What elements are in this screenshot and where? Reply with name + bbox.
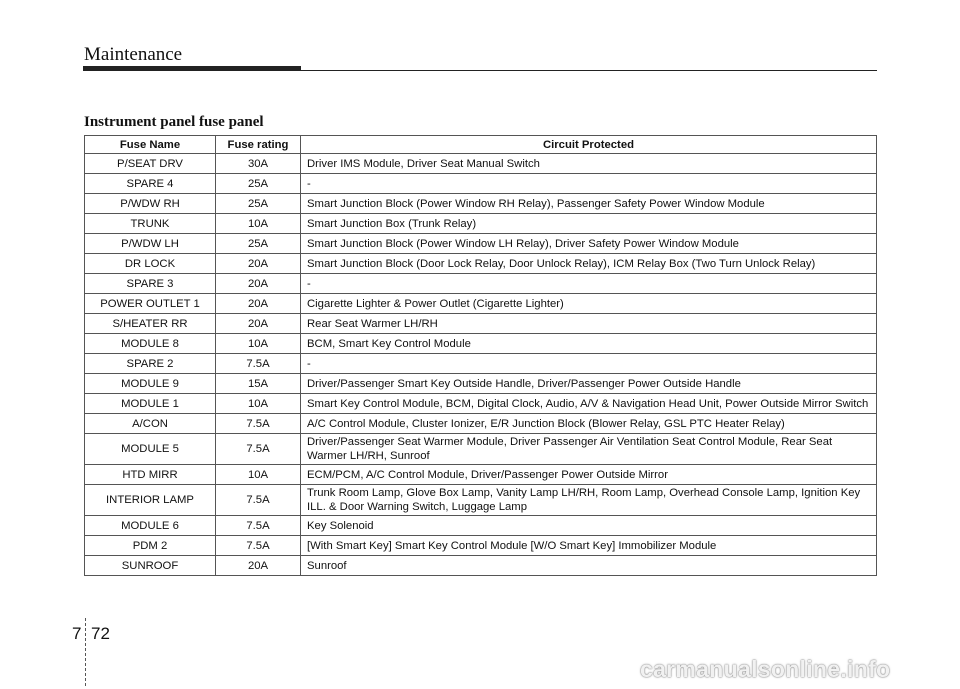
- column-header-circuit: Circuit Protected: [301, 136, 877, 154]
- header-rule-thin: [301, 70, 877, 71]
- table-row: [85, 374, 877, 394]
- cell-fuse-rating: 7.5A: [216, 516, 301, 536]
- table-row: [85, 274, 877, 294]
- page-number: 72: [91, 624, 110, 643]
- cell-circuit-protected: Smart Key Control Module, BCM, Digital Clock, Audio, A/V & Navigation Head Unit, Power Outside Mirror Switch: [301, 394, 877, 414]
- cell-fuse-rating: 10A: [216, 334, 301, 354]
- chapter-number: 7: [72, 624, 82, 643]
- cell-circuit-protected: Rear Seat Warmer LH/RH: [301, 314, 877, 334]
- footer-divider: [85, 618, 86, 686]
- table-row: [85, 434, 877, 465]
- fuse-table: [84, 135, 877, 576]
- cell-fuse-name: SPARE 2: [85, 354, 216, 374]
- cell-circuit-protected: Smart Junction Block (Power Window LH Relay), Driver Safety Power Window Module: [301, 234, 877, 254]
- cell-fuse-rating: 15A: [216, 374, 301, 394]
- cell-fuse-name: P/WDW RH: [85, 194, 216, 214]
- table-row: [85, 414, 877, 434]
- cell-fuse-rating: 20A: [216, 556, 301, 576]
- page-header-title: Maintenance: [84, 44, 183, 65]
- table-row: [85, 485, 877, 516]
- cell-circuit-protected: Driver/Passenger Seat Warmer Module, Driver Passenger Air Ventilation Seat Control Module, Rear Seat Warmer LH/RH, Sunroof: [301, 434, 877, 465]
- cell-fuse-name: A/CON: [85, 414, 216, 434]
- table-header-row: [85, 136, 877, 154]
- cell-circuit-protected: Sunroof: [301, 556, 877, 576]
- table-row: [85, 294, 877, 314]
- cell-fuse-rating: 10A: [216, 214, 301, 234]
- cell-fuse-rating: 20A: [216, 274, 301, 294]
- column-header-fuse-rating: Fuse rating: [216, 136, 301, 154]
- cell-fuse-rating: 10A: [216, 394, 301, 414]
- cell-circuit-protected: A/C Control Module, Cluster Ionizer, E/R Junction Block (Blower Relay, GSL PTC Heater Relay): [301, 414, 877, 434]
- table-row: [85, 174, 877, 194]
- cell-fuse-rating: 7.5A: [216, 485, 301, 516]
- table-row: [85, 516, 877, 536]
- table-row: [85, 556, 877, 576]
- cell-fuse-name: SPARE 3: [85, 274, 216, 294]
- table-row: [85, 194, 877, 214]
- cell-fuse-name: SUNROOF: [85, 556, 216, 576]
- table-row: [85, 354, 877, 374]
- cell-fuse-name: P/WDW LH: [85, 234, 216, 254]
- cell-circuit-protected: -: [301, 174, 877, 194]
- table-row: [85, 234, 877, 254]
- cell-circuit-protected: [With Smart Key] Smart Key Control Module [W/O Smart Key] Immobilizer Module: [301, 536, 877, 556]
- table-row: [85, 465, 877, 485]
- cell-fuse-name: MODULE 9: [85, 374, 216, 394]
- cell-fuse-rating: 20A: [216, 294, 301, 314]
- cell-fuse-name: TRUNK: [85, 214, 216, 234]
- cell-fuse-rating: 20A: [216, 254, 301, 274]
- cell-circuit-protected: BCM, Smart Key Control Module: [301, 334, 877, 354]
- cell-fuse-rating: 25A: [216, 234, 301, 254]
- cell-fuse-name: MODULE 8: [85, 334, 216, 354]
- table-row: [85, 254, 877, 274]
- cell-circuit-protected: Driver IMS Module, Driver Seat Manual Switch: [301, 154, 877, 174]
- cell-circuit-protected: Smart Junction Box (Trunk Relay): [301, 214, 877, 234]
- cell-circuit-protected: Driver/Passenger Smart Key Outside Handle, Driver/Passenger Power Outside Handle: [301, 374, 877, 394]
- cell-fuse-rating: 25A: [216, 174, 301, 194]
- watermark: carmanualsonline.info: [640, 656, 891, 682]
- cell-fuse-name: P/SEAT DRV: [85, 154, 216, 174]
- header-rule-thick: [83, 66, 301, 71]
- table-row: [85, 314, 877, 334]
- cell-fuse-name: SPARE 4: [85, 174, 216, 194]
- cell-circuit-protected: -: [301, 274, 877, 294]
- cell-circuit-protected: ECM/PCM, A/C Control Module, Driver/Passenger Power Outside Mirror: [301, 465, 877, 485]
- table-row: [85, 334, 877, 354]
- cell-fuse-rating: 20A: [216, 314, 301, 334]
- cell-circuit-protected: Trunk Room Lamp, Glove Box Lamp, Vanity Lamp LH/RH, Room Lamp, Overhead Console Lamp, Ignition Key ILL. & Door Warning Switch, Luggage Lamp: [301, 485, 877, 516]
- cell-fuse-rating: 7.5A: [216, 434, 301, 465]
- cell-circuit-protected: Smart Junction Block (Power Window RH Relay), Passenger Safety Power Window Module: [301, 194, 877, 214]
- cell-fuse-rating: 7.5A: [216, 354, 301, 374]
- cell-fuse-rating: 7.5A: [216, 414, 301, 434]
- cell-fuse-name: MODULE 1: [85, 394, 216, 414]
- cell-fuse-name: DR LOCK: [85, 254, 216, 274]
- cell-fuse-name: MODULE 5: [85, 434, 216, 465]
- cell-circuit-protected: Key Solenoid: [301, 516, 877, 536]
- cell-fuse-name: PDM 2: [85, 536, 216, 556]
- table-row: [85, 536, 877, 556]
- table-row: [85, 394, 877, 414]
- table-row: [85, 154, 877, 174]
- cell-fuse-rating: 30A: [216, 154, 301, 174]
- cell-fuse-name: POWER OUTLET 1: [85, 294, 216, 314]
- cell-circuit-protected: Cigarette Lighter & Power Outlet (Cigarette Lighter): [301, 294, 877, 314]
- column-header-fuse-name: Fuse Name: [85, 136, 216, 154]
- cell-fuse-rating: 10A: [216, 465, 301, 485]
- cell-fuse-name: MODULE 6: [85, 516, 216, 536]
- section-title: Instrument panel fuse panel: [84, 114, 264, 130]
- cell-fuse-name: S/HEATER RR: [85, 314, 216, 334]
- cell-fuse-name: INTERIOR LAMP: [85, 485, 216, 516]
- fuse-table-body: [85, 154, 877, 576]
- cell-circuit-protected: -: [301, 354, 877, 374]
- cell-fuse-name: HTD MIRR: [85, 465, 216, 485]
- cell-circuit-protected: Smart Junction Block (Door Lock Relay, Door Unlock Relay), ICM Relay Box (Two Turn Unlock Relay): [301, 254, 877, 274]
- table-row: [85, 214, 877, 234]
- cell-fuse-rating: 25A: [216, 194, 301, 214]
- cell-fuse-rating: 7.5A: [216, 536, 301, 556]
